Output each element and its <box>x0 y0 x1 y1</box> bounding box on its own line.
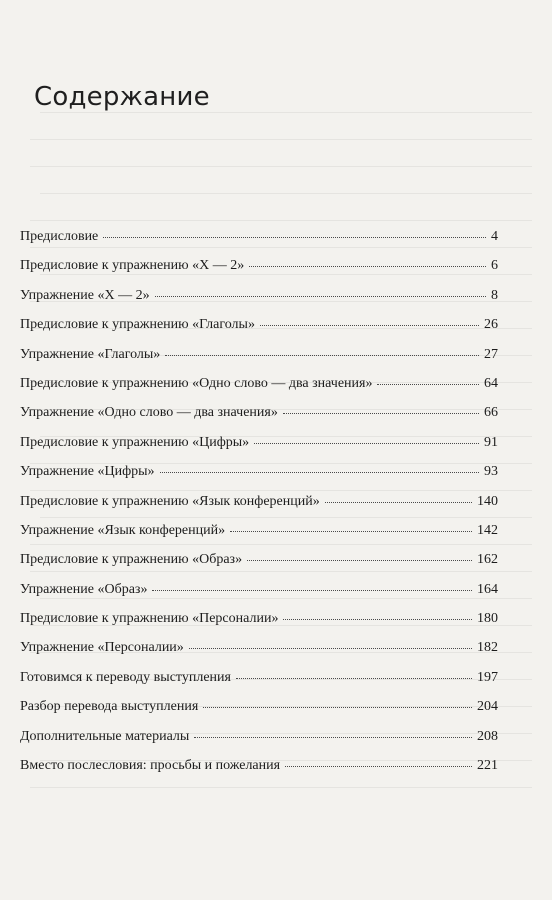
toc-entry[interactable] <box>20 436 498 465</box>
dot-leader <box>260 325 479 326</box>
toc-entry-label: Разбор перевода выступления <box>20 699 199 715</box>
toc-entry-label: Готовимся к переводу выступления <box>20 669 231 685</box>
dot-leader <box>247 560 472 561</box>
toc-entry-label: Предисловие к упражнению «Образ» <box>20 552 243 568</box>
toc-entry[interactable] <box>20 641 498 670</box>
toc-entry[interactable] <box>20 289 498 318</box>
dot-leader <box>249 266 486 267</box>
toc-entry[interactable] <box>20 583 498 612</box>
dot-leader <box>165 355 479 356</box>
dot-leader <box>283 619 472 620</box>
toc-entry-page-number: 208 <box>477 728 498 744</box>
dot-leader <box>283 413 479 414</box>
dot-leader <box>194 737 472 738</box>
dot-leader <box>103 237 486 238</box>
toc-entry-label: Предисловие к упражнению «Язык конференций» <box>20 493 320 509</box>
toc-entry-page-number: 64 <box>484 375 498 391</box>
bleed-line <box>40 193 532 194</box>
toc-entry-page-number: 204 <box>477 699 498 715</box>
page-title: Содержание <box>34 82 210 112</box>
toc-entry-page-number: 66 <box>484 405 498 421</box>
toc-entry-page-number: 142 <box>477 522 498 538</box>
toc-entry[interactable] <box>20 700 498 729</box>
dot-leader <box>203 707 472 708</box>
toc-entry-label: Предисловие <box>20 229 99 244</box>
toc-entry-label: Вместо послесловия: просьбы и пожелания <box>20 758 281 774</box>
toc-entry-page-number: 8 <box>491 287 498 303</box>
toc-entry[interactable] <box>20 377 498 406</box>
toc-entry-label: Предисловие к упражнению «Персоналии» <box>20 611 279 627</box>
dot-leader <box>325 502 472 503</box>
toc-entry[interactable] <box>20 553 498 582</box>
toc-entry-page-number: 6 <box>491 258 498 274</box>
toc-entry-label: Упражнение «Персоналии» <box>20 640 184 656</box>
toc-entry[interactable] <box>20 612 498 641</box>
toc-entry[interactable] <box>20 524 498 553</box>
toc-entry[interactable] <box>20 730 498 759</box>
dot-leader <box>155 296 486 297</box>
toc-entry-label: Предисловие к упражнению «Цифры» <box>20 434 250 450</box>
toc-entry-label: Предисловие к упражнению «Глаголы» <box>20 317 255 333</box>
toc-entry-label: Упражнение «Глаголы» <box>20 346 161 362</box>
toc-entry-label: Упражнение «Одно слово — два значения» <box>20 405 278 421</box>
toc-entry-page-number: 182 <box>477 640 498 656</box>
toc-entry-label: Предисловие к упражнению «Х — 2» <box>20 258 245 274</box>
toc-entry[interactable] <box>20 348 498 377</box>
dot-leader <box>189 648 472 649</box>
toc-entry-page-number: 26 <box>484 317 498 333</box>
toc-entry-page-number: 93 <box>484 464 498 480</box>
bleed-line <box>30 139 532 140</box>
toc-entry-page-number: 140 <box>477 493 498 509</box>
toc-entry-label: Упражнение «Х — 2» <box>20 287 150 303</box>
toc-entry[interactable] <box>20 465 498 494</box>
toc-entry[interactable] <box>20 759 498 788</box>
bleed-line <box>30 220 532 221</box>
toc-entry-label: Дополнительные материалы <box>20 728 190 744</box>
dot-leader <box>230 531 472 532</box>
toc-entry-label: Упражнение «Цифры» <box>20 464 155 480</box>
bleed-line <box>30 166 532 167</box>
toc-entry-page-number: 180 <box>477 611 498 627</box>
toc-entry-page-number: 221 <box>477 758 498 774</box>
table-of-contents <box>20 230 498 788</box>
toc-entry-page-number: 162 <box>477 552 498 568</box>
dot-leader <box>160 472 479 473</box>
toc-entry-label: Упражнение «Образ» <box>20 581 148 597</box>
bleed-line <box>40 112 532 113</box>
dot-leader <box>152 590 472 591</box>
dot-leader <box>254 443 479 444</box>
toc-entry-page-number: 164 <box>477 581 498 597</box>
toc-entry-label: Предисловие к упражнению «Одно слово — два значения» <box>20 375 373 391</box>
toc-entry[interactable] <box>20 671 498 700</box>
toc-entry[interactable] <box>20 406 498 435</box>
toc-entry-page-number: 4 <box>491 229 498 244</box>
dot-leader <box>236 678 472 679</box>
dot-leader <box>377 384 479 385</box>
toc-entry[interactable] <box>20 259 498 288</box>
toc-entry[interactable] <box>20 318 498 347</box>
toc-entry-label: Упражнение «Язык конференций» <box>20 522 226 538</box>
toc-entry-page-number: 91 <box>484 434 498 450</box>
toc-entry[interactable] <box>20 230 498 259</box>
toc-entry-page-number: 197 <box>477 669 498 685</box>
dot-leader <box>285 766 472 767</box>
toc-entry-page-number: 27 <box>484 346 498 362</box>
toc-entry[interactable] <box>20 495 498 524</box>
